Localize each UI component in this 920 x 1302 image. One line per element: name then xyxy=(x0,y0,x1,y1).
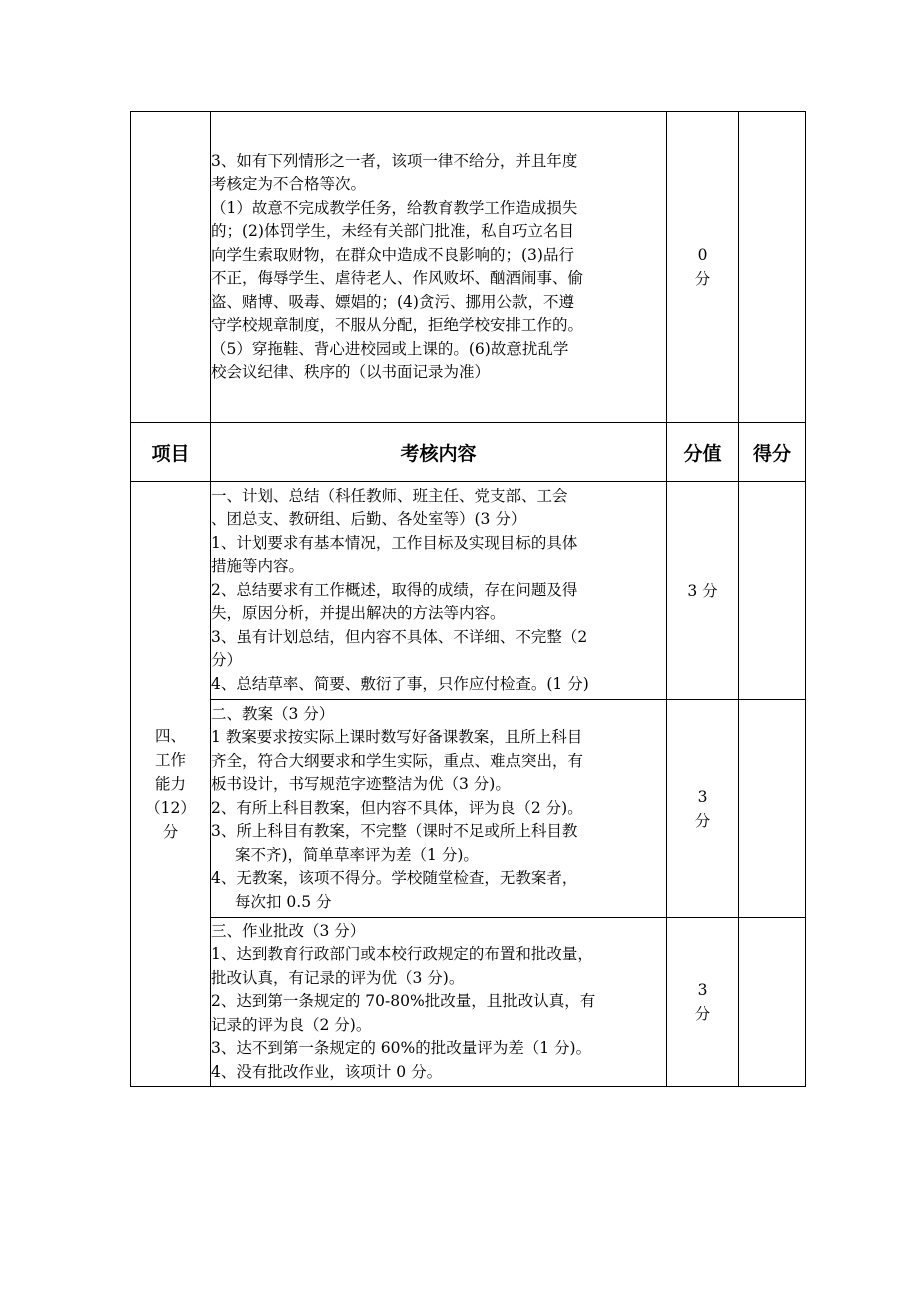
content-line: 2、达到第一条规定的 70-80%批改量，且批改认真，有 xyxy=(211,992,596,1011)
earned-score-cell xyxy=(739,112,806,423)
earned-score-cell xyxy=(739,700,806,918)
content-line: 4、总结草率、简要、敷衍了事，只作应付检查。(1 分) xyxy=(211,674,589,693)
content-line: 1 教案要求按实际上课时数写好备课教案，且所上科目 xyxy=(211,728,583,747)
content-line: 2、有所上科目教案，但内容不具体，评为良（2 分)。 xyxy=(211,798,583,817)
earned-score-cell xyxy=(739,482,806,700)
content-line: 三、作业批改（3 分） xyxy=(211,921,366,940)
content-line: 1、达到教育行政部门或本校行政规定的布置和批改量， xyxy=(211,945,593,964)
content-line: 每次扣 0.5 分 xyxy=(235,892,332,911)
table-row xyxy=(131,700,806,918)
content-line: 4、没有批改作业，该项计 0 分。 xyxy=(211,1062,443,1081)
content-line: 守学校规章制度，不服从分配，拒绝学校安排工作的。 xyxy=(211,316,584,334)
table-row xyxy=(131,112,806,423)
content-line: 案不齐)，简单草率评为差（1 分)。 xyxy=(235,845,479,864)
content-line: 盗、赌博、吸毒、嫖娼的；(4)贪污、挪用公款，不遵 xyxy=(211,292,574,311)
content-line: 分） xyxy=(211,651,243,670)
content-line: 1、计划要求有基本情况，工作目标及实现目标的具体 xyxy=(211,533,578,552)
category-line: 能力 xyxy=(154,775,186,793)
category-cell-empty xyxy=(131,112,211,423)
content-line: 2、总结要求有工作概述，取得的成绩，存在问题及得 xyxy=(211,580,578,599)
score-unit: 分 xyxy=(694,270,711,288)
content-line: 3、达不到第一条规定的 60%的批改量评为差（1 分)。 xyxy=(211,1039,592,1058)
score-cell xyxy=(667,112,739,423)
content-cell xyxy=(211,112,667,423)
content-line: 二、教案（3 分） xyxy=(211,704,335,723)
content-line: 3、所上科目有教案，不完整（课时不足或所上科目教 xyxy=(211,822,578,841)
category-line: 四、 xyxy=(154,727,186,745)
content-line: 4、无教案，该项不得分。学校随堂检查，无教案者， xyxy=(211,869,578,888)
content-line: 批改认真，有记录的评为优（3 分)。 xyxy=(211,968,465,987)
score-cell xyxy=(667,700,739,918)
content-cell xyxy=(211,700,667,918)
header-row xyxy=(131,423,806,482)
earned-score-cell xyxy=(739,918,806,1087)
content-line: 不正，侮辱学生、虐待老人、作风败坏、酗酒闹事、偷 xyxy=(211,269,584,287)
header-points: 分值 xyxy=(667,423,739,482)
content-line: 一、计划、总结（科任教师、班主任、党支部、工会 xyxy=(211,486,568,505)
content-cell xyxy=(211,918,667,1087)
table-row xyxy=(131,482,806,700)
content-line: 的；(2)体罚学生，未经有关部门批准，私自巧立名目 xyxy=(211,222,574,240)
content-line: 齐全，符合大纲要求和学生实际，重点、难点突出，有 xyxy=(211,751,584,770)
score-unit: 分 xyxy=(694,1005,711,1023)
content-line: 考核定为不合格等次。 xyxy=(211,175,367,193)
content-line: 3、虽有计划总结，但内容不具体、不详细、不完整（2 xyxy=(211,627,588,646)
content-line: 记录的评为良（2 分)。 xyxy=(211,1015,372,1034)
content-cell xyxy=(211,482,667,700)
header-score: 得分 xyxy=(739,423,806,482)
header-content: 考核内容 xyxy=(211,423,667,482)
score-cell xyxy=(667,918,739,1087)
content-line: （5）穿拖鞋、背心进校园或上课的。(6)故意扰乱学 xyxy=(211,339,569,358)
content-line: 向学生索取财物，在群众中造成不良影响的；(3)品行 xyxy=(211,245,574,264)
score-unit: 分 xyxy=(694,811,711,830)
score-value: 3 xyxy=(697,981,708,999)
content-line: （1）故意不完成教学任务，给教育教学工作造成损失 xyxy=(211,198,578,217)
score-value: 0 xyxy=(697,246,708,264)
content-line: 3、如有下列情形之一者，该项一律不给分，并且年度 xyxy=(211,151,578,170)
content-line: 校会议纪律、秩序的（以书面记录为准） xyxy=(211,363,491,381)
category-line: 分 xyxy=(162,823,179,841)
score-value: 3 xyxy=(697,787,708,806)
table-row xyxy=(131,918,806,1087)
assessment-table xyxy=(130,111,806,1087)
content-line: 措施等内容。 xyxy=(211,557,305,576)
score-cell: 3 分 xyxy=(667,482,739,700)
category-cell xyxy=(131,482,211,1087)
content-line: 失，原因分析，并提出解决的方法等内容。 xyxy=(211,604,506,623)
category-line: 工作 xyxy=(154,751,186,769)
header-item: 项目 xyxy=(131,423,211,482)
content-line: 、团总支、教研组、后勤、各处室等）(3 分） xyxy=(211,510,527,529)
content-line: 板书设计，书写规范字迹整洁为优（3 分)。 xyxy=(211,775,511,794)
category-line: （12） xyxy=(145,799,196,817)
